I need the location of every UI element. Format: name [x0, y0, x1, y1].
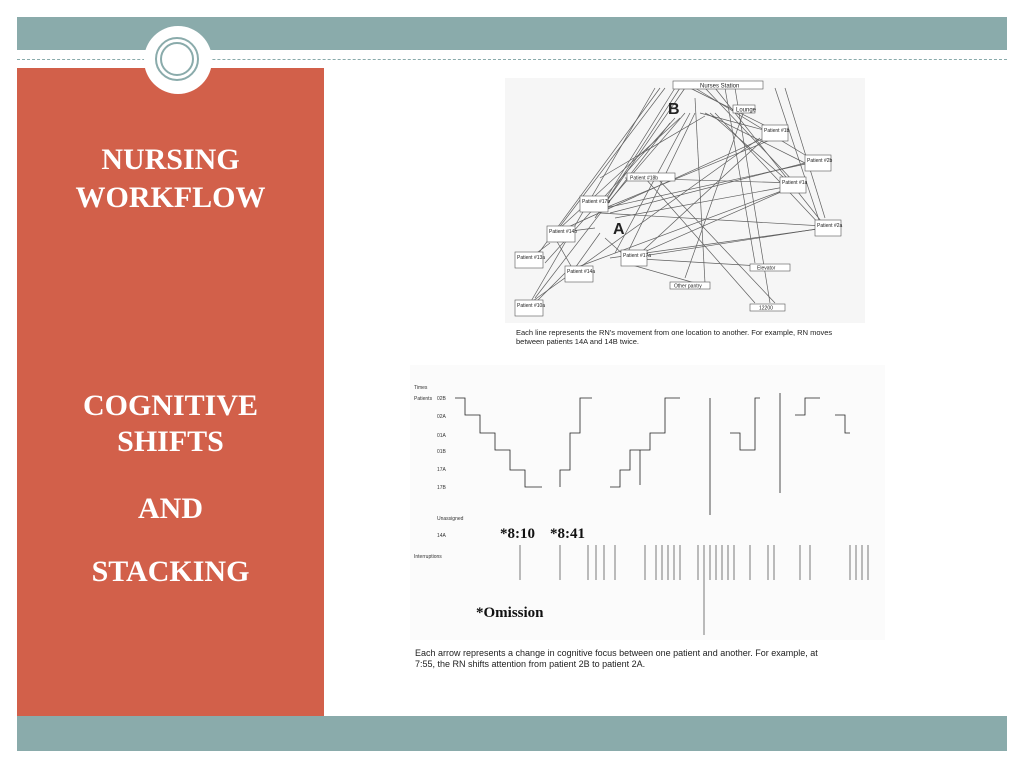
circle-ornament-inner-ring: [160, 42, 194, 76]
annotation-8-41: *8:41: [550, 526, 585, 542]
region-label-a: A: [613, 221, 625, 238]
node-lounge: Lounge: [736, 107, 757, 114]
timeline-caption: Each arrow represents a change in cognitive focus between one patient and another. For example, at 7:55, the RN shifts attention from patient 2B to patient 2A.: [415, 648, 818, 669]
node-other-pantry: Other pantry: [674, 283, 702, 290]
node-patient-10a: Patient #10a: [517, 303, 546, 309]
title-line-1: NURSING: [101, 143, 240, 176]
node-patient-17a: Patient #17a: [623, 253, 652, 259]
node-patient-13a: Patient #13a: [517, 255, 546, 261]
annotation-8-10: *8:10: [500, 526, 535, 542]
row-label-02a: 02A: [437, 414, 446, 420]
and-word: AND: [138, 492, 203, 525]
node-patient-1b: Patient #1b: [764, 128, 790, 134]
row-label-patients: Patients: [414, 396, 433, 402]
row-label-14a: 14A: [437, 533, 446, 539]
node-patient-14b: Patient #14b: [549, 229, 578, 235]
subtitle-line-1: COGNITIVE: [82, 389, 259, 422]
bottom-band: [17, 716, 1007, 751]
node-12200: 12200: [759, 305, 773, 312]
stacking-word: STACKING: [91, 555, 250, 588]
row-label-17b: 17B: [437, 485, 446, 491]
row-label-01a: 01A: [437, 433, 446, 439]
row-label-02b: 02B: [437, 396, 446, 402]
row-label-interruptions: Interruptions: [414, 554, 442, 560]
row-label-01b: 01B: [437, 449, 446, 455]
rn-movement-network-diagram: [505, 78, 865, 323]
node-patient-2b: Patient #2b: [807, 158, 833, 164]
row-label-17a: 17A: [437, 467, 446, 473]
title-line-2: WORKFLOW: [75, 181, 266, 214]
node-patient-1a: Patient #1a: [782, 180, 808, 186]
subtitle-line-2: SHIFTS: [117, 425, 224, 458]
node-patient-17b: Patient #17b: [582, 199, 611, 205]
row-label-unassigned: Unassigned: [437, 516, 464, 522]
node-elevator: Elevator: [757, 265, 776, 272]
annotation-omission: *Omission: [476, 605, 544, 621]
cognitive-shifts-timeline-diagram: [410, 365, 885, 640]
node-nurses-station: Nurses Station: [700, 83, 740, 90]
row-label-times: Times: [414, 385, 428, 391]
node-patient-2a: Patient #2a: [817, 223, 843, 229]
node-patient-18b: Patient #18b: [630, 175, 659, 182]
node-patient-14a: Patient #14a: [567, 269, 596, 275]
region-label-b: B: [668, 101, 680, 118]
network-caption: Each line represents the RN's movement from one location to another. For example, RN moves between patients 14A and 14B twice.: [516, 328, 833, 346]
